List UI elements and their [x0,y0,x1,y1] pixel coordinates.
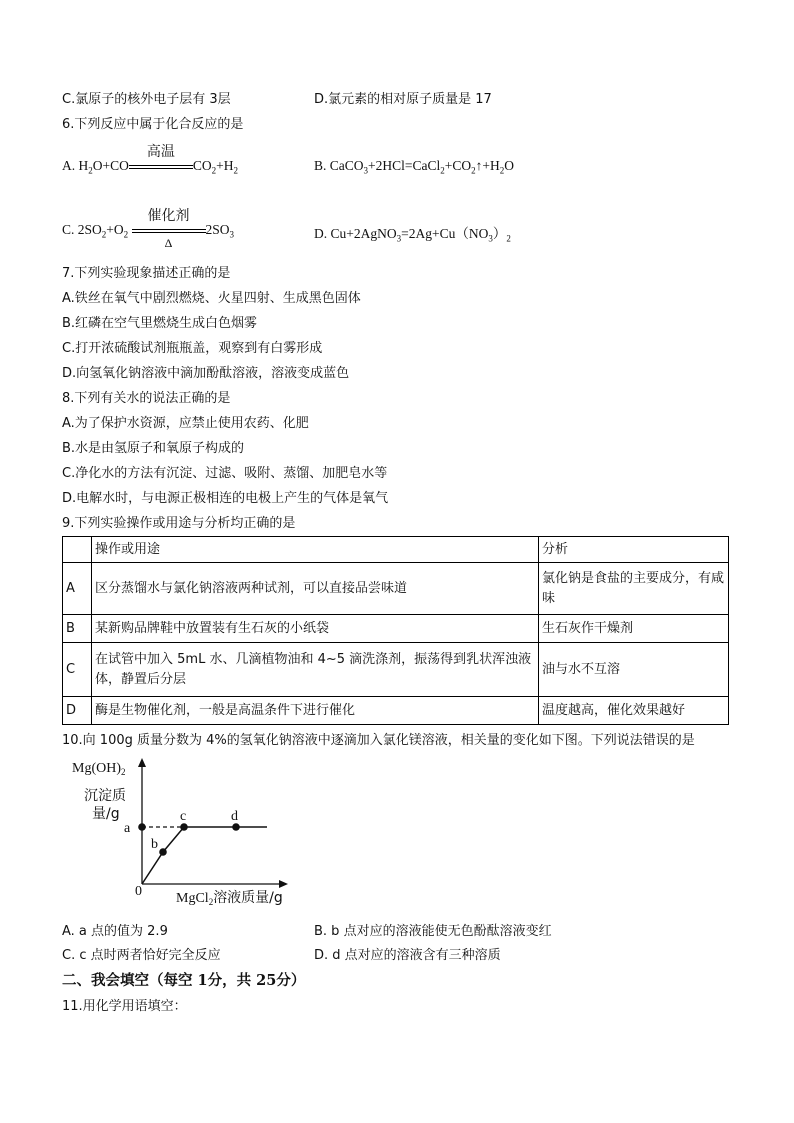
table-row [63,643,729,697]
table-cell: 生石灰作干燥剂 [539,615,729,643]
table-cell: 油与水不互溶 [539,643,729,697]
table-row [63,563,729,615]
table-cell: 某新购品牌鞋中放置装有生石灰的小纸袋 [92,615,539,643]
q8-option-a: A.为了保护水资源，应禁止使用农药、化肥 [62,416,309,431]
q8-option-c: C.净化水的方法有沉淀、过滤、吸附、蒸馏、加肥皂水等 [62,466,388,481]
table-row [63,615,729,643]
table-cell: 氯化钠是食盐的主要成分，有咸味 [539,563,729,615]
q8-stem: 8.下列有关水的说法正确的是 [62,391,231,406]
graph-point-a [138,823,146,831]
graph-label-c: c [180,809,187,824]
q10-option-d: D. d 点对应的溶液含有三种溶质 [314,948,501,963]
section-heading: 二、我会填空（每空 1分，共 25分） [62,972,306,989]
table-header-cell: 分析 [539,537,729,563]
graph-y-label-1: $Mg(OH)_2$ [72,761,126,777]
q7-option-a: A.铁丝在氧气中剧烈燃烧、火星四射、生成黑色固体 [62,291,361,306]
table-header-row [63,537,729,563]
graph-x-label: MgCl$_2$溶液质量/g [176,890,283,907]
graph-y-axis-arrow [138,758,146,767]
graph-curve [142,827,267,884]
q8-option-b: B.水是由氢原子和氧原子构成的 [62,441,245,456]
graph-point-c [180,823,188,831]
q5-option-d: D.氯元素的相对原子质量是 17 [314,92,492,107]
q6-c-condition-bottom: Δ [164,236,173,250]
graph-label-a: a [124,821,131,836]
graph-label-b: b [151,837,158,852]
q6-stem: 6.下列反应中属于化合反应的是 [62,117,244,132]
table-cell: 酶是生物催化剂，一般是高温条件下进行催化 [92,697,539,725]
table-cell: A [63,563,92,615]
table-cell: 区分蒸馏水与氯化钠溶液两种试剂，可以直接品尝味道 [92,563,539,615]
q11-stem: 11.用化学用语填空： [62,999,187,1014]
graph-x-axis-arrow [279,880,288,888]
table-row [63,697,729,725]
table-cell: 在试管中加入 5mL 水、几滴植物油和 4~5 滴洗涤剂，振荡得到乳状浑浊液体，静置后分层 [92,643,539,697]
table-cell: 温度越高，催化效果越好 [539,697,729,725]
q8-option-d: D.电解水时，与电源正极相连的电极上产生的气体是氧气 [62,491,389,506]
q10-option-a: A. a 点的值为 2.9 [62,924,168,939]
table-cell: D [63,697,92,725]
q7-option-c: C.打开浓硫酸试剂瓶瓶盖，观察到有白雾形成 [62,341,323,356]
q6-option-b: B. $CaCO_3+2HCl=CaCl_2+CO_2↑+H_2O$ [314,158,514,176]
table-cell: C [63,643,92,697]
q9-table [62,536,729,725]
q7-stem: 7.下列实验现象描述正确的是 [62,266,231,281]
q10-option-c: C. c 点时两者恰好完全反应 [62,948,221,963]
graph-point-d [232,823,240,831]
q6-option-c: C. $2SO_2+O_2$ 催化剂 Δ $2SO_3$ [62,222,234,240]
q10-graph [62,754,322,914]
table-cell: B [63,615,92,643]
q6-a-condition: 高温 [146,144,175,160]
table-header-cell: 操作或用途 [92,537,539,563]
graph-origin: 0 [135,884,142,899]
q10-stem: 10.向 100g 质量分数为 4%的氢氧化钠溶液中逐滴加入氯化镁溶液，相关量的变化如下图。下列说法错误的是 [62,733,695,748]
graph-label-d: d [231,809,238,824]
q5-option-c: C.氯原子的核外电子层有 3层 [62,92,231,107]
q7-option-b: B.红磷在空气里燃烧生成白色烟雾 [62,316,258,331]
graph-y-label-2: 沉淀质 [84,788,126,804]
graph-point-b [159,848,167,856]
q7-option-d: D.向氢氧化钠溶液中滴加酚酞溶液，溶液变成蓝色 [62,366,350,381]
q6-c-condition-top: 催化剂 [147,208,190,224]
q9-stem: 9.下列实验操作或用途与分析均正确的是 [62,516,296,531]
q10-option-b: B. b 点对应的溶液能使无色酚酞溶液变红 [314,924,552,939]
q6-option-d: D. $Cu+2AgNO_3=2Ag+Cu(NO_3)_2$ [314,226,511,244]
table-header-cell [63,537,92,563]
q6-option-a: A. $H_2O+CO$ 高温 $CO_2+H_2$ [62,158,238,176]
graph-y-label-3: 量/g [92,806,120,822]
